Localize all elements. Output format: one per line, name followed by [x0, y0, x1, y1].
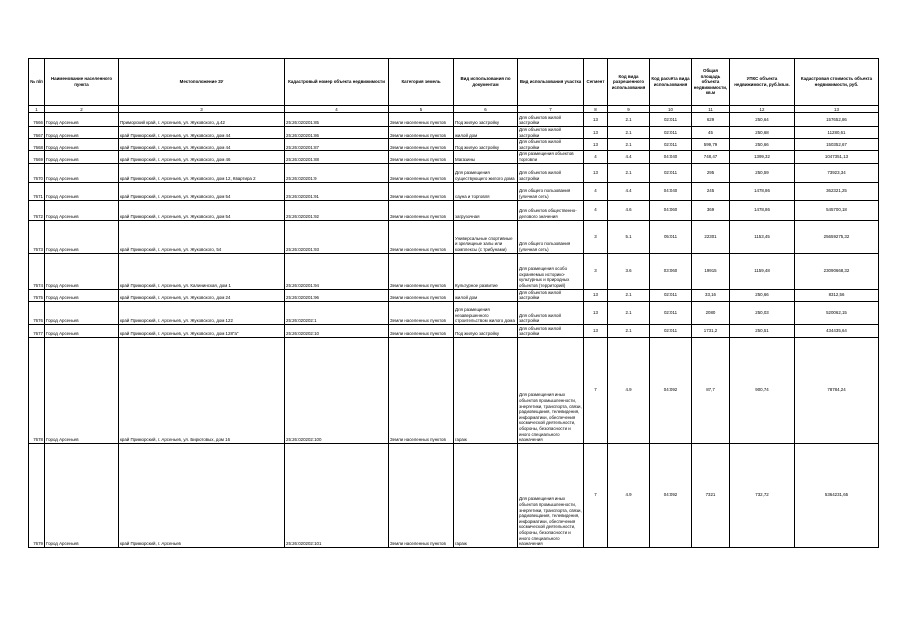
cell-calc: 02:011	[650, 301, 692, 324]
table-row	[29, 301, 879, 324]
cell-loc: Приморский край, г. Арсеньев, ул. Жуковского, д.42	[119, 113, 285, 127]
cell-use-doc: Культурное развитие	[454, 253, 518, 289]
table-row	[29, 151, 879, 163]
column-number: 6	[454, 106, 518, 113]
cell-loc: край Приморский, г. Арсеньев	[119, 443, 285, 547]
cell-use: Для объектов общественно-делового значения	[518, 200, 584, 220]
cell-n: 7674	[29, 253, 45, 289]
cell-use: Для объектов жилой застройки	[518, 127, 584, 139]
cell-loc: край Приморский, г. Арсеньев, ул. Жуковского, дом 24	[119, 289, 285, 301]
cell-calc: 02:011	[650, 324, 692, 337]
cell-seg: 4	[584, 151, 608, 163]
column-header: Наименование населенного пункта	[45, 59, 119, 106]
cell-upks: 900,74	[730, 337, 795, 443]
cell-use: Для объектов жилой застройки	[518, 289, 584, 301]
cell-use: Для объектов жилой застройки	[518, 163, 584, 182]
cell-cat: Земли населенных пунктов	[389, 289, 454, 301]
cell-cat: Земли населенных пунктов	[389, 301, 454, 324]
cell-code: 4.4	[608, 151, 650, 163]
cell-cost: 5364231,65	[795, 443, 879, 547]
column-header: Код вида разрешенного использования	[608, 59, 650, 106]
cell-area: 19915	[692, 253, 730, 289]
column-number: 10	[650, 106, 692, 113]
cell-use-doc: гараж	[454, 443, 518, 547]
cell-cat: Земли населенных пунктов	[389, 337, 454, 443]
cell-cad: 25:26:020201:9	[285, 163, 389, 182]
cell-upks: 250,66	[730, 139, 795, 151]
cell-n: 7679	[29, 443, 45, 547]
column-number: 11	[692, 106, 730, 113]
cell-seg: 3	[584, 253, 608, 289]
cell-use: Для размещения иных объектов промышленности, энергетики, транспорта, связи, радиовещания, телевидения, информатики, обеспечения космической деятельности, обороны, безопасности и иного специального назначения	[518, 337, 584, 443]
cell-loc: край Приморский, г. Арсеньев, ул. Бирютовых, дом 16	[119, 337, 285, 443]
cell-upks: 250,03	[730, 301, 795, 324]
cell-cost: 1047351,13	[795, 151, 879, 163]
cell-use: Для объектов жилой застройки	[518, 139, 584, 151]
cell-area: 7321	[692, 443, 730, 547]
table-row	[29, 289, 879, 301]
cell-cat: Земли населенных пунктов	[389, 151, 454, 163]
table-row	[29, 253, 879, 289]
cell-use: Для общего пользования (уличная сеть)	[518, 182, 584, 200]
cell-cost: 73923,34	[795, 163, 879, 182]
cell-code: 2.1	[608, 113, 650, 127]
column-header: Кадастровая стоимость объекта недвижимости, руб.	[795, 59, 879, 106]
column-header: Сегмент	[584, 59, 608, 106]
cell-use-doc: Для размещения незавершенного строительством жилого дома	[454, 301, 518, 324]
cell-area: 2080	[692, 301, 730, 324]
cell-use-doc: сауна и торговля	[454, 182, 518, 200]
table-row	[29, 182, 879, 200]
cell-calc: 04:092	[650, 443, 692, 547]
cell-use-doc: Магазины	[454, 151, 518, 163]
cell-use-doc: Под жилую застройку	[454, 113, 518, 127]
cell-cad: 25:26:020201:86	[285, 127, 389, 139]
cell-code: 2.1	[608, 301, 650, 324]
cell-city: Город Арсеньев	[45, 182, 119, 200]
cell-city: Город Арсеньев	[45, 113, 119, 127]
cell-use-doc: жилой дом	[454, 127, 518, 139]
cell-calc: 04:040	[650, 151, 692, 163]
cell-loc: край Приморский, г. Арсеньев, ул. Калининская, дом 1	[119, 253, 285, 289]
column-number: 2	[45, 106, 119, 113]
cell-n: 7678	[29, 337, 45, 443]
cell-cad: 25:26:020201:91	[285, 182, 389, 200]
cell-loc: край Приморский, г. Арсеньев, ул. Жуковского, дом 44	[119, 127, 285, 139]
cell-area: 748,47	[692, 151, 730, 163]
cell-use: Для размещения иных объектов промышленности, энергетики, транспорта, связи, радиовещания, телевидения, информатики, обеспечения космической деятельности, обороны, безопасности и иного специального назначения	[518, 443, 584, 547]
column-header: Категория земель	[389, 59, 454, 106]
cell-cad: 25:26:020201:88	[285, 151, 389, 163]
cell-cost: 520062,15	[795, 301, 879, 324]
cell-city: Город Арсеньев	[45, 253, 119, 289]
cell-cat: Земли населенных пунктов	[389, 253, 454, 289]
column-header: Общая площадь объекта недвижимости, кв.м	[692, 59, 730, 106]
cell-use-doc: гараж	[454, 337, 518, 443]
cell-cost: 157652,86	[795, 113, 879, 127]
cell-seg: 13	[584, 324, 608, 337]
column-number: 12	[730, 106, 795, 113]
cell-loc: край Приморский, г. Арсеньев, ул. Жуковского, дом 46	[119, 151, 285, 163]
cell-use-doc: Универсальные спортивные и зрелищные залы или комплексы (с трибунами)	[454, 220, 518, 253]
column-number: 9	[608, 106, 650, 113]
cell-city: Город Арсеньев	[45, 127, 119, 139]
cell-loc: край Приморский, г. Арсеньев, ул. Жуковского, 54	[119, 220, 285, 253]
cell-use-doc: Под жилую застройку	[454, 324, 518, 337]
column-number: 8	[584, 106, 608, 113]
cell-code: 5.1	[608, 220, 650, 253]
column-header: Код расчёта вида использования	[650, 59, 692, 106]
cell-upks: 250,66	[730, 289, 795, 301]
cell-city: Город Арсеньев	[45, 301, 119, 324]
cell-n: 7669	[29, 151, 45, 163]
cell-n: 7672	[29, 200, 45, 220]
table-row	[29, 337, 879, 443]
cell-calc: 02:011	[650, 289, 692, 301]
cell-n: 7673	[29, 220, 45, 253]
cell-n: 7671	[29, 182, 45, 200]
cell-calc: 05:011	[650, 220, 692, 253]
table-row	[29, 220, 879, 253]
cell-cad: 25:26:020201:85	[285, 113, 389, 127]
cell-upks: 250,51	[730, 324, 795, 337]
cell-area: 1731,2	[692, 324, 730, 337]
cell-cat: Земли населенных пунктов	[389, 200, 454, 220]
cell-seg: 4	[584, 182, 608, 200]
column-header: Местоположение ЗУ	[119, 59, 285, 106]
table-body	[29, 113, 879, 548]
cell-code: 4.6	[608, 200, 650, 220]
cell-loc: край Приморский, г. Арсеньев, ул. Жуковского, дом 122	[119, 301, 285, 324]
cell-seg: 3	[584, 220, 608, 253]
cell-seg: 13	[584, 289, 608, 301]
cell-cost: 150352,67	[795, 139, 879, 151]
cell-code: 4.9	[608, 337, 650, 443]
cell-use: Для объектов жилой застройки	[518, 301, 584, 324]
cell-code: 4.4	[608, 182, 650, 200]
column-header: № п/п	[29, 59, 45, 106]
header-row	[29, 59, 879, 106]
cell-loc: край Приморский, г. Арсеньев, ул. Жуковского, дом 54	[119, 182, 285, 200]
cell-area: 369	[692, 200, 730, 220]
cell-cat: Земли населенных пунктов	[389, 163, 454, 182]
cell-use: Для размещения особо охраняемых историко-культурных и природных объектов (территорий)	[518, 253, 584, 289]
cell-upks: 732,72	[730, 443, 795, 547]
cell-city: Город Арсеньев	[45, 443, 119, 547]
cell-code: 2.1	[608, 139, 650, 151]
cell-upks: 1153,45	[730, 220, 795, 253]
column-number: 13	[795, 106, 879, 113]
cell-calc: 03:060	[650, 253, 692, 289]
cell-code: 2.1	[608, 127, 650, 139]
cell-use: Для объектов жилой застройки	[518, 113, 584, 127]
cell-n: 7676	[29, 301, 45, 324]
cell-area: 295	[692, 163, 730, 182]
cell-area: 629	[692, 113, 730, 127]
cell-calc: 02:011	[650, 139, 692, 151]
table-row	[29, 139, 879, 151]
column-number: 7	[518, 106, 584, 113]
column-number: 3	[119, 106, 285, 113]
cell-cost: 362321,25	[795, 182, 879, 200]
cell-cat: Земли населенных пунктов	[389, 139, 454, 151]
cell-cat: Земли населенных пунктов	[389, 324, 454, 337]
cell-cad: 25:26:020202:10	[285, 324, 389, 337]
cell-area: 245	[692, 182, 730, 200]
cell-calc: 02:011	[650, 127, 692, 139]
table-row	[29, 127, 879, 139]
table-row	[29, 200, 879, 220]
cell-cad: 25:26:020201:96	[285, 289, 389, 301]
cell-upks: 1399,32	[730, 151, 795, 163]
cell-city: Город Арсеньев	[45, 289, 119, 301]
cell-seg: 4	[584, 200, 608, 220]
cell-upks: 1478,86	[730, 182, 795, 200]
column-header: Кадастровый номер объекта недвижимости	[285, 59, 389, 106]
cell-n: 7670	[29, 163, 45, 182]
cell-upks: 250,59	[730, 163, 795, 182]
column-header: Вид использования участка	[518, 59, 584, 106]
cell-code: 2.1	[608, 163, 650, 182]
cell-area: 599,79	[692, 139, 730, 151]
table-row	[29, 113, 879, 127]
cell-cad: 25:26:020202:101	[285, 443, 389, 547]
column-header: УПКС объекта недвижимости, руб./кв.м.	[730, 59, 795, 106]
column-number: 5	[389, 106, 454, 113]
cell-calc: 04:040	[650, 182, 692, 200]
cell-use: Для объектов жилой застройки	[518, 324, 584, 337]
cell-cost: 8312,56	[795, 289, 879, 301]
cell-n: 7677	[29, 324, 45, 337]
cell-city: Город Арсеньев	[45, 163, 119, 182]
cell-upks: 250,68	[730, 127, 795, 139]
cell-city: Город Арсеньев	[45, 139, 119, 151]
cell-cat: Земли населенных пунктов	[389, 113, 454, 127]
cell-cat: Земли населенных пунктов	[389, 443, 454, 547]
cell-seg: 13	[584, 139, 608, 151]
cell-use: Для общего пользования (уличная сеть)	[518, 220, 584, 253]
cell-upks: 250,64	[730, 113, 795, 127]
cell-cost: 545700,18	[795, 200, 879, 220]
cell-code: 4.9	[608, 443, 650, 547]
cell-cad: 25:26:020201:92	[285, 200, 389, 220]
cell-cad: 25:26:020201:87	[285, 139, 389, 151]
cell-seg: 7	[584, 337, 608, 443]
cell-calc: 04:092	[650, 337, 692, 443]
cell-use-doc: Для размещения существующего жилого дома	[454, 163, 518, 182]
cell-n: 7668	[29, 139, 45, 151]
cell-loc: край Приморский, г. Арсеньев, ул. Жуковского, дом 44	[119, 139, 285, 151]
cell-use: Для размещения объектов торговли	[518, 151, 584, 163]
cell-area: 33,16	[692, 289, 730, 301]
cell-cost: 25659275,32	[795, 220, 879, 253]
cell-code: 2.1	[608, 289, 650, 301]
cell-cat: Земли населенных пунктов	[389, 182, 454, 200]
table-row	[29, 163, 879, 182]
cell-upks: 1478,86	[730, 200, 795, 220]
cell-calc: 02:011	[650, 163, 692, 182]
cell-upks: 1159,48	[730, 253, 795, 289]
column-number-row	[29, 106, 879, 113]
cell-seg: 13	[584, 163, 608, 182]
cell-cad: 25:26:020201:93	[285, 220, 389, 253]
cell-cad: 25:26:020202:100	[285, 337, 389, 443]
cell-loc: край Приморский, г. Арсеньев, ул. Жуковского, дом 54	[119, 200, 285, 220]
cell-cat: Земли населенных пунктов	[389, 127, 454, 139]
cell-area: 45	[692, 127, 730, 139]
cell-seg: 7	[584, 443, 608, 547]
cell-n: 7666	[29, 113, 45, 127]
cell-city: Город Арсеньев	[45, 324, 119, 337]
cell-city: Город Арсеньев	[45, 151, 119, 163]
cell-calc: 04:060	[650, 200, 692, 220]
cell-cost: 434435,64	[795, 324, 879, 337]
table-row	[29, 443, 879, 547]
cell-seg: 13	[584, 127, 608, 139]
cell-area: 22301	[692, 220, 730, 253]
cell-city: Город Арсеньев	[45, 337, 119, 443]
cell-area: 87,7	[692, 337, 730, 443]
table-row	[29, 324, 879, 337]
cell-use-doc: Под жилую застройку	[454, 139, 518, 151]
column-number: 1	[29, 106, 45, 113]
cell-n: 7675	[29, 289, 45, 301]
cell-loc: край Приморский, г. Арсеньев, ул. Жуковского, дом 128"а"	[119, 324, 285, 337]
cell-cost: 78784,24	[795, 337, 879, 443]
cell-use-doc: загрузочная	[454, 200, 518, 220]
cell-use-doc: жилой дом	[454, 289, 518, 301]
cell-seg: 13	[584, 301, 608, 324]
cell-cost: 23090668,32	[795, 253, 879, 289]
cell-cad: 25:26:020202:1	[285, 301, 389, 324]
cell-city: Город Арсеньев	[45, 220, 119, 253]
cell-n: 7667	[29, 127, 45, 139]
cell-cat: Земли населенных пунктов	[389, 220, 454, 253]
cell-code: 2.1	[608, 324, 650, 337]
cadastral-table	[28, 58, 879, 548]
column-number: 4	[285, 106, 389, 113]
cell-calc: 02:011	[650, 113, 692, 127]
cell-loc: край Приморский, г. Арсеньев, ул. Жуковского, дом 12, Квартира 2	[119, 163, 285, 182]
cell-seg: 13	[584, 113, 608, 127]
cell-code: 3.6	[608, 253, 650, 289]
column-header: Вид использования по документам	[454, 59, 518, 106]
cell-city: Город Арсеньев	[45, 200, 119, 220]
cell-cad: 25:26:020201:94	[285, 253, 389, 289]
cell-cost: 11280,61	[795, 127, 879, 139]
